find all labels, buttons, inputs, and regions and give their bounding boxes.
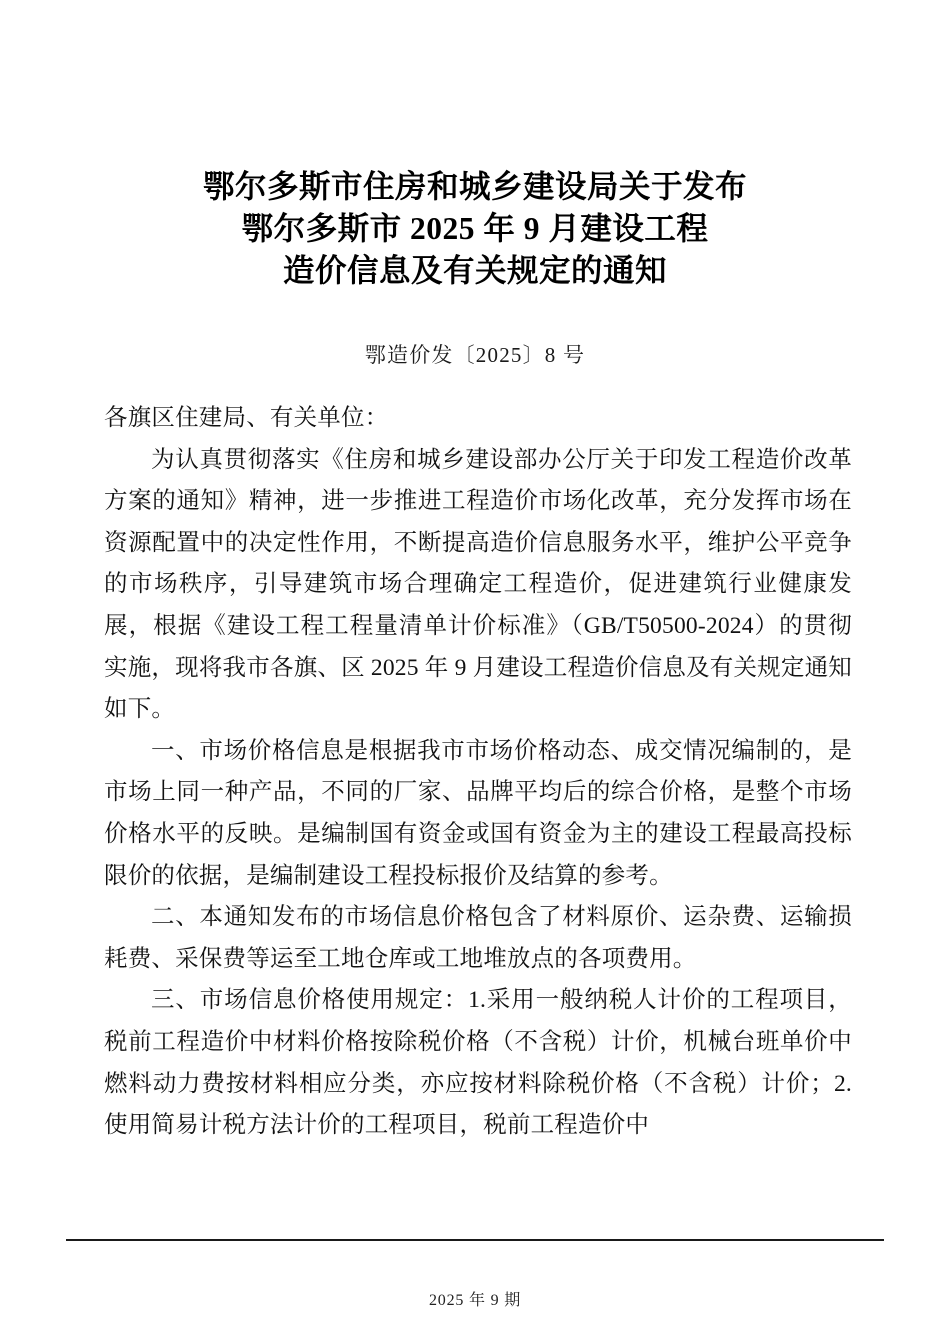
- footer-divider: [66, 1239, 884, 1241]
- title-line-2: 鄂尔多斯市 2025 年 9 月建设工程: [241, 211, 709, 246]
- document-number: 鄂造价发〔2025〕8 号: [364, 343, 586, 367]
- footer-page-note: 2025 年 9 期: [429, 1292, 521, 1309]
- salutation: 各旗区住建局、有关单位：: [104, 405, 389, 431]
- body-paragraph-preamble: 为认真贯彻落实《住房和城乡建设部办公厅关于印发工程造价改革方案的通知》精神，进一步推进工程造价市场化改革，充分发挥市场在资源配置中的决定性作用，不断提高造价信息服务水平，维护公平竞争的市场秩序，引导建筑市场合理确定工程造价，促进建筑行业健康发展，根据《建设工程工程量清单计价标准》（GB/T50500-2024）的贯彻实施，现将我市各旗、区 2025 年 9 月建设工程造价信息及有关规定通知如下。: [104, 446, 852, 723]
- body-paragraph-item-2: 二、本通知发布的市场信息价格包含了材料原价、运杂费、运输损耗费、采保费等运至工地仓库或工地堆放点的各项费用。: [104, 904, 852, 972]
- document-body: [104, 398, 852, 1147]
- title-line-3: 造价信息及有关规定的通知: [282, 253, 667, 288]
- title-line-1: 鄂尔多斯市住房和城乡建设局关于发布: [202, 169, 747, 204]
- body-paragraph-item-1: 一、市场价格信息是根据我市市场价格动态、成交情况编制的，是市场上同一种产品，不同的厂家、品牌平均后的综合价格，是整个市场价格水平的反映。是编制国有资金或国有资金为主的建设工程最高投标限价的依据，是编制建设工程投标报价及结算的参考。: [104, 737, 852, 889]
- body-paragraph-item-3: 三、市场信息价格使用规定：1.采用一般纳税人计价的工程项目，税前工程造价中材料价格按除税价格（不含税）计价，机械台班单价中燃料动力费按材料相应分类，亦应按材料除税价格（不含税）计价；2.使用简易计税方法计价的工程项目，税前工程造价中: [104, 987, 852, 1139]
- document-title: [0, 166, 950, 292]
